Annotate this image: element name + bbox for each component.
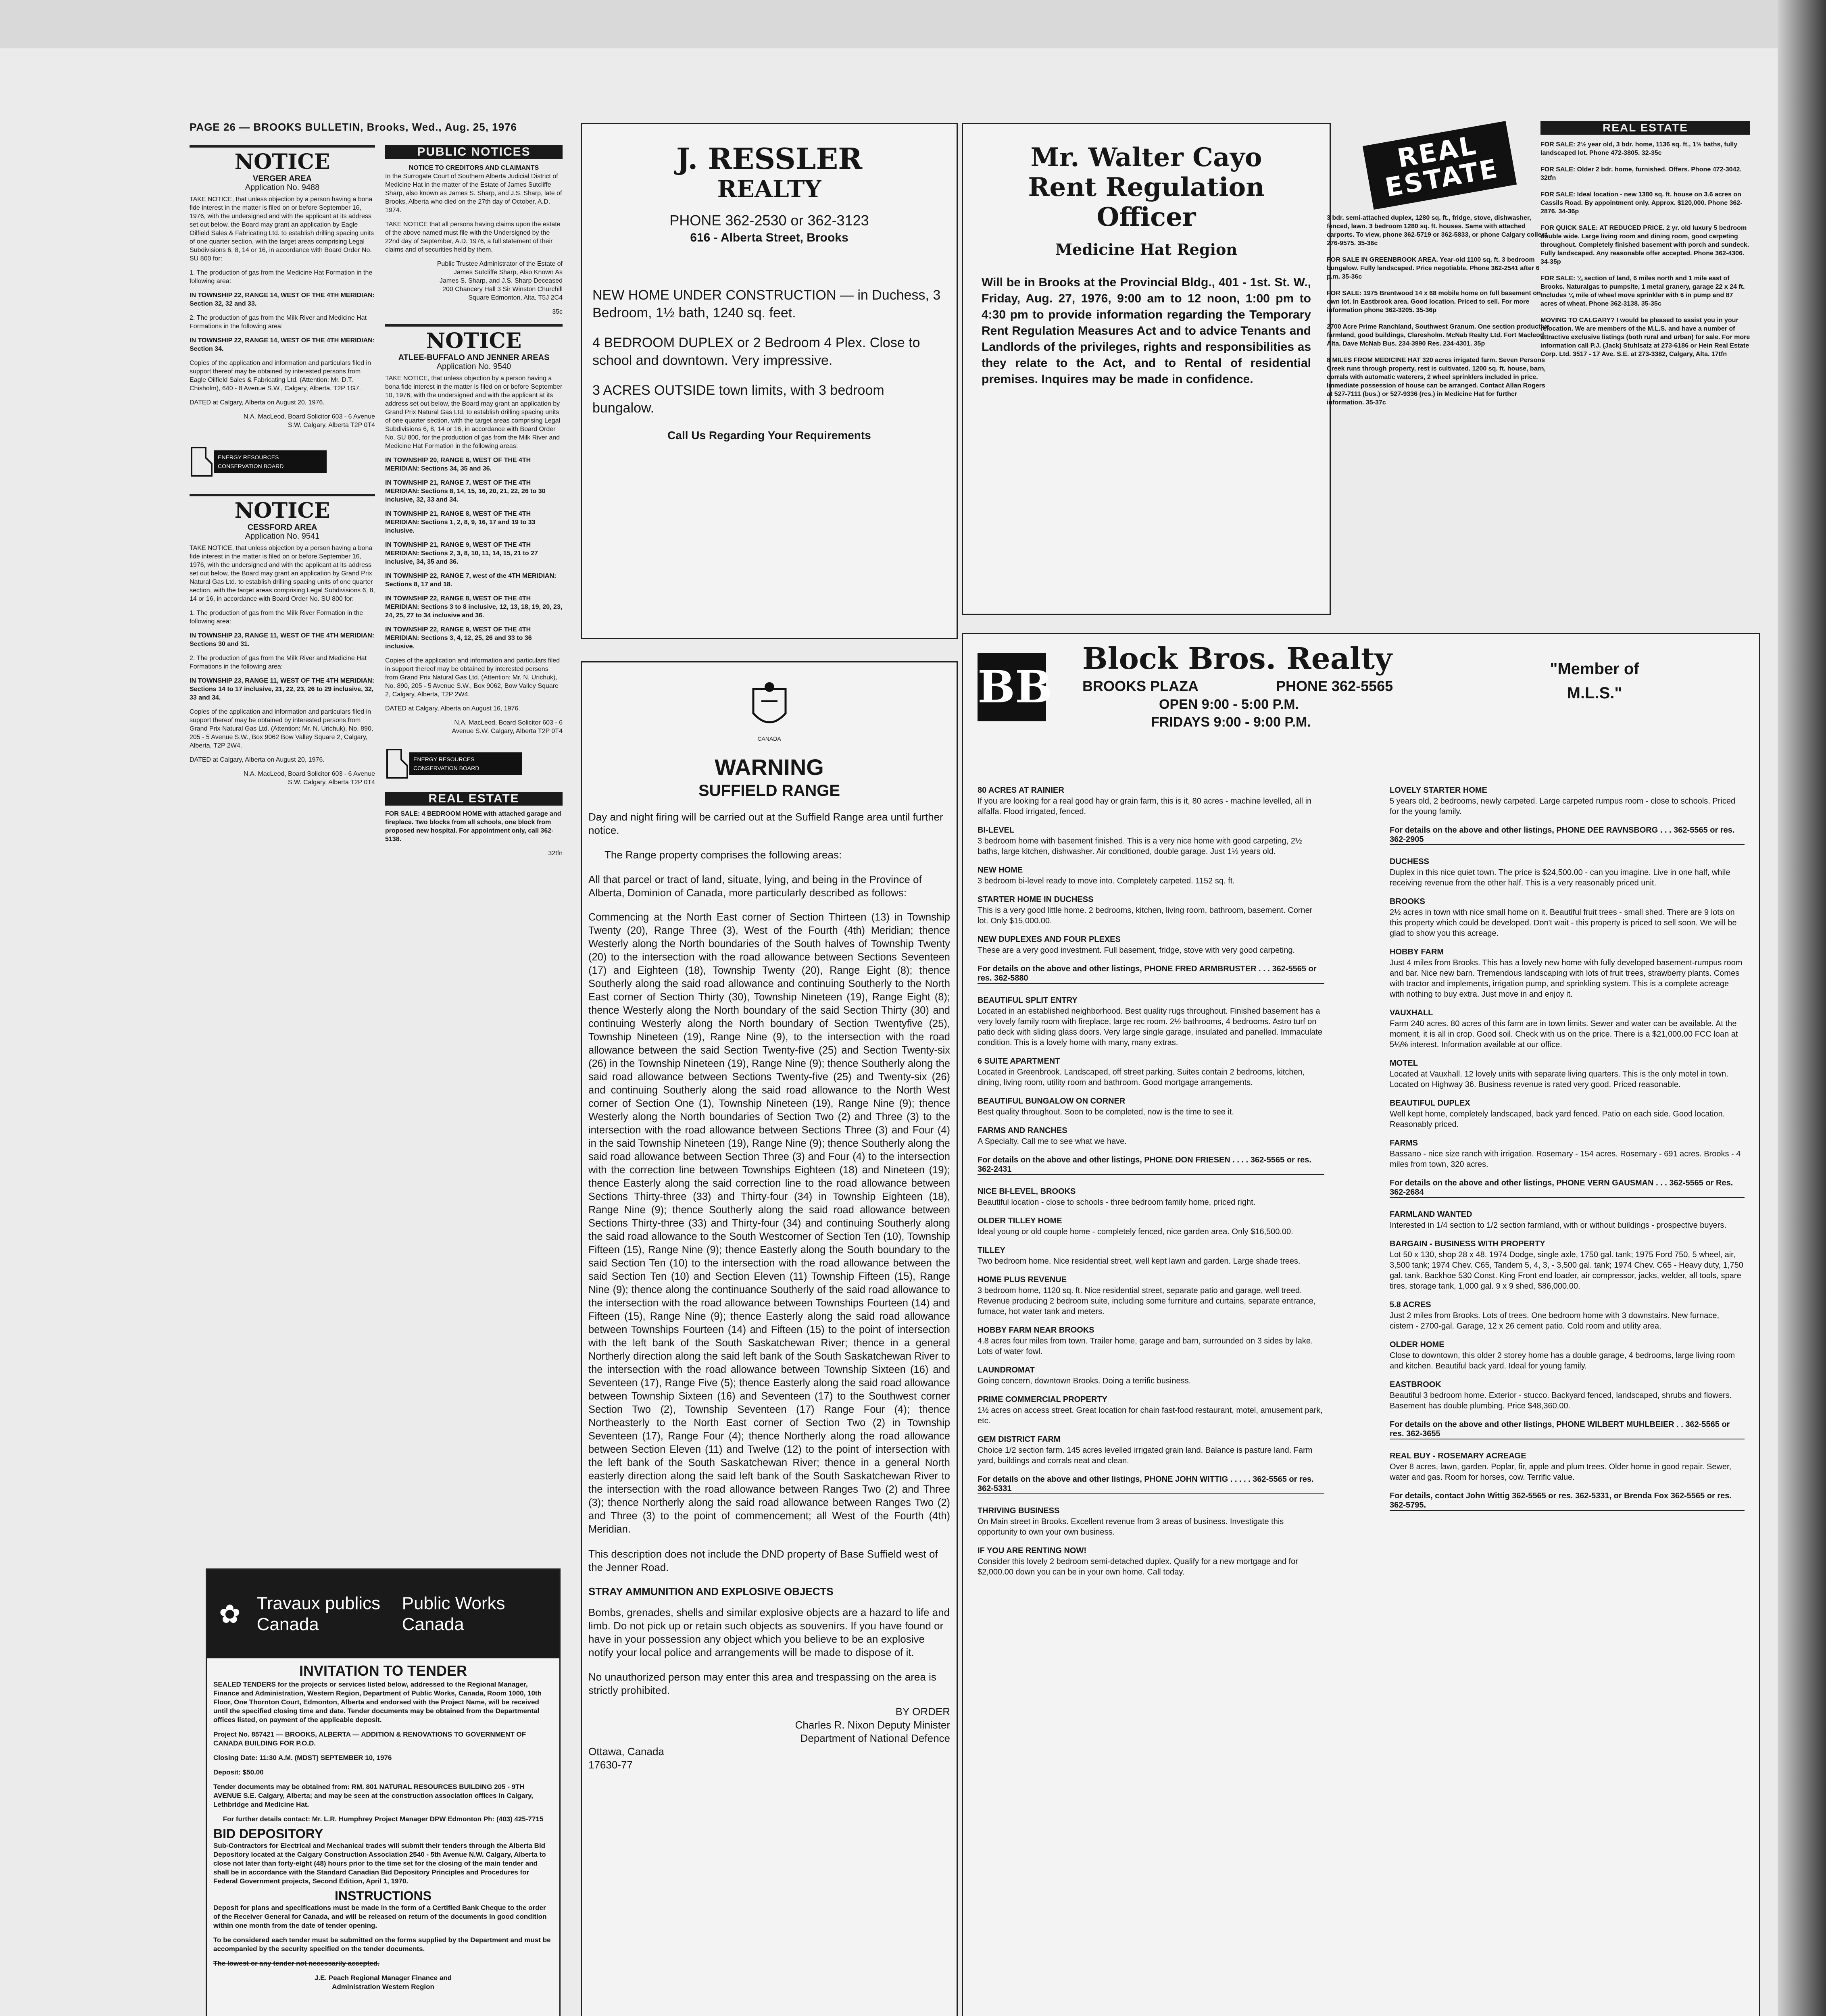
listing-text: Just 2 miles from Brooks. Lots of trees. One bedroom home with 3 downstairs. New furnace, cistern - 2700-gal. Garage, 12 x 26 cement patio. Cold room and utility area. xyxy=(1390,1311,1720,1331)
listing-contact: For details on the above and other listings, PHONE FRED ARMBRUSTER . . . 362-5565 or res. 362-5880 xyxy=(978,964,1324,984)
real-estate-ads xyxy=(1327,214,1553,407)
bb-logo: BB xyxy=(978,653,1046,721)
listing-text: Well kept home, completely landscaped, back yard fenced. Patio on each side. Good location. Reasonably priced. xyxy=(1390,1110,1725,1129)
block-listings-left xyxy=(978,786,1324,1586)
warning-title: WARNING xyxy=(715,754,824,780)
ressler-listing: 3 ACRES OUTSIDE town limits, with 3 bedroom bungalow. xyxy=(592,383,884,416)
listing-heading: HOME PLUS REVENUE xyxy=(978,1275,1067,1284)
notice-signature: N.A. MacLeod, Board Solicitor 603 - 6 Avenue S.W. Calgary, Alberta T2P 0T4 xyxy=(452,719,563,735)
listing-heading: STARTER HOME IN DUCHESS xyxy=(978,895,1094,904)
real-estate-ads xyxy=(1540,140,1750,358)
tender-signature: J.E. Peach Regional Manager Finance and Administration Western Region xyxy=(314,1974,452,1991)
notice-township: IN TOWNSHIP 23, RANGE 11, WEST OF THE 4TH MERIDIAN: Sections 30 and 31. xyxy=(190,632,375,648)
listing-text: Beautiful location - close to schools - three bedroom family home, priced right. xyxy=(978,1198,1256,1207)
listing-text: 3 bedroom home with basement finished. This is a very nice home with good carpeting, 2½ baths, large kitchen, dishwasher. Air conditioned, double garage. Just 1½ years old. xyxy=(978,837,1302,856)
listing-contact: For details on the above and other listings, PHONE DEE RAVNSBORG . . . 362-5565 or res. 362-2905 xyxy=(1390,826,1745,845)
warning-code: 17630-77 xyxy=(588,1759,633,1771)
notice-area: CESSFORD AREA xyxy=(247,523,317,532)
notice-township: IN TOWNSHIP 22, RANGE 9, WEST OF THE 4TH MERIDIAN: Sections 3, 4, 12, 25, 26 and 33 to 36 inclusive. xyxy=(385,626,532,650)
block-bros-name: Block Bros. Realty xyxy=(1082,641,1392,676)
block-phone: PHONE 362-5565 xyxy=(1276,678,1393,694)
notice-township: IN TOWNSHIP 22, RANGE 7, west of the 4TH MERIDIAN: Sections 8, 17 and 18. xyxy=(385,573,557,588)
listing-text: Duplex in this nice quiet town. The price is $24,500.00 - can you imagine. Live in one half, while receiving revenue from the other half. This is a very reasonably priced unit. xyxy=(1390,868,1730,887)
notice-signature: N.A. MacLeod, Board Solicitor 603 - 6 Avenue S.W. Calgary, Alberta T2P 0T4 xyxy=(243,413,375,429)
notice-township: IN TOWNSHIP 21, RANGE 9, WEST OF THE 4TH MERIDIAN: Sections 2, 3, 8, 10, 11, 14, 15, 21 to 27 inclusive, 34, 35 and 36. xyxy=(385,541,538,565)
listing-text: Two bedroom home. Nice residential street, well kept lawn and garden. Large shade trees. xyxy=(978,1257,1301,1266)
notice-dated: DATED at Calgary, Alberta on August 20, 1976. xyxy=(190,756,325,763)
real-estate-banner: REAL ESTATE xyxy=(385,792,563,806)
listing-text: If you are looking for a real good hay or grain farm, this is it, 80 acres - machine levelled, all in alfalfa. Flood irrigated, fenced. xyxy=(978,797,1312,816)
notice-township: IN TOWNSHIP 22, RANGE 14, WEST OF THE 4TH MERIDIAN: Section 32, 32 and 33. xyxy=(190,292,375,307)
column-public-notices xyxy=(385,145,563,858)
cayo-region: Medicine Hat Region xyxy=(1055,240,1237,258)
cayo-line1: Mr. Walter Cayo xyxy=(1030,142,1262,173)
listing-heading: NEW DUPLEXES AND FOUR PLEXES xyxy=(978,935,1121,944)
cayo-line3: Officer xyxy=(1096,202,1196,232)
listing-text: Consider this lovely 2 bedroom semi-detached duplex. Qualify for a new mortgage and for $2,000.00 down you can be in your own home. Call today. xyxy=(978,1557,1298,1577)
listing-heading: BROOKS xyxy=(1390,897,1425,906)
classified-ad: 8 MILES FROM MEDICINE HAT 320 acres irrigated farm. Seven Persons Creek runs through property, rest is cultivated. 1200 sq. ft. house, barn, corrals with automatic waterers, 2 wheel sprinklers included in price. Immediate possession of house can be arranged. Contact Allan Rogers at 527-7111 (bus.) or 527-9336 (res.) in Medicine Hat for further information. 35-37c xyxy=(1327,357,1546,406)
notice-item: 1. The production of gas from the Medicine Hat Formation in the following area: xyxy=(190,269,373,285)
notice-application: Application No. 9541 xyxy=(245,532,320,541)
block-listings-right xyxy=(1390,786,1745,1586)
listing-heading: IF YOU ARE RENTING NOW! xyxy=(978,1546,1086,1555)
public-works-header xyxy=(207,1570,559,1658)
listing-heading: EASTBROOK xyxy=(1390,1380,1441,1389)
listing-heading: NEW HOME xyxy=(978,866,1023,875)
block-bros-header xyxy=(969,641,1753,786)
notice-body: TAKE NOTICE, that unless objection by a person having a bona fide interest in the matter is filed on or before September 10, 1976, with the undersigned and with the applicant at its address set out below, the Board may grant an application by Grand Prix Natural Gas Ltd. to establish drilling spacing units of one quarter section, with the target areas comprising Legal Subdivisions 6, 8, 14 or 16, in accordance with Board Order No. SU 800, for the production of gas from the Milk River and Medicine Hat Formation in the following areas: xyxy=(385,375,563,450)
listing-heading: BEAUTIFUL SPLIT ENTRY xyxy=(978,996,1078,1005)
scan-right-edge xyxy=(1778,0,1826,2016)
block-listings xyxy=(969,786,1753,1586)
listing-heading: OLDER TILLEY HOME xyxy=(978,1216,1062,1225)
listing-heading: GEM DISTRICT FARM xyxy=(978,1435,1061,1444)
alberta-map-icon xyxy=(190,446,214,478)
listing-text: Close to downtown, this older 2 storey home has a double garage, 4 bedrooms, large living room and kitchen. Beautiful back yard. Ideal for young family. xyxy=(1390,1351,1735,1370)
listing-text: 3 bedroom home, 1120 sq. ft. Nice residential street, separate patio and garage, well treed. Revenue producing 2 bedroom suite, including some furniture and curtains, separate entrance, furnace, hot water tank and meters. xyxy=(978,1286,1316,1316)
listing-text: Located in an established neighborhood. Best quality rugs throughout. Finished basement has a very lovely family room with fireplace, large rec room. 2½ bathrooms, 4 bedrooms. Astro turf on patio deck with sliding glass doors. Very large single garage, insulated and panelled. Immaculate condition. This is a lovely home with many, many extras. xyxy=(978,1007,1322,1047)
listing-heading: LOVELY STARTER HOME xyxy=(1390,786,1487,795)
classified-ad: 3 bdr. semi-attached duplex, 1280 sq. ft., fridge, stove, dishwasher, fenced, lawn. 3 bedroom 1280 sq. ft. houses. Same with attached carports. To view, phone 362-5719 or 362-5833, or phone Calgary collect 276-9575. 35-36c xyxy=(1327,215,1547,247)
warning-signer: Charles R. Nixon Deputy Minister Department of National Defence xyxy=(795,1719,950,1744)
listing-contact: For details on the above and other listings, PHONE JOHN WITTIG . . . . . 362-5565 or res. 362-5331 xyxy=(978,1475,1324,1494)
listing-heading: PRIME COMMERCIAL PROPERTY xyxy=(978,1395,1107,1404)
listing-text: Just 4 miles from Brooks. This has a lovely new home with fully developed basement-rumpus room and bar. Nice new barn. Tremendous landscaping with lots of fruit trees, strawberry plants. Comes with tractor and implements, irrigation pump, and sprinkling system. This is a complete acreage with nothing to buy extra. Just move in and enjoy it. xyxy=(1390,958,1743,999)
listing-heading: OLDER HOME xyxy=(1390,1340,1445,1349)
real-estate-banner: REAL ESTATE xyxy=(1540,121,1750,135)
listing-text: Bassano - nice size ranch with irrigation. Rosemary - 154 acres. Rosemary - 691 acres. Brooks - 4 miles from town, 320 acres. xyxy=(1390,1150,1741,1169)
listing-text: Beautiful 3 bedroom home. Exterior - stucco. Backyard fenced, landscaped, shrubs and flowers. Basement has double plumbing. Price $48,360.00. xyxy=(1390,1391,1732,1410)
listing-heading: LAUNDROMAT xyxy=(978,1366,1035,1375)
listing-text: Over 8 acres, lawn, garden. Poplar, fir, apple and plum trees. Older home in good repair. Sewer, water and gas. Room for horses, cow. Terrific value. xyxy=(1390,1462,1732,1482)
tender-project: Project No. 857421 — BROOKS, ALBERTA — ADDITION & RENOVATIONS TO GOVERNMENT OF CANADA BUILDING FOR P.O.D. xyxy=(213,1731,526,1747)
listing-heading: REAL BUY - ROSEMARY ACREAGE xyxy=(1390,1452,1526,1460)
notice-item: 2. The production of gas from the Milk River and Medicine Hat Formations in the following area: xyxy=(190,314,367,330)
listing-contact: For details, contact John Wittig 362-5565 or res. 362-5331, or Brenda Fox 362-5565 or res. 362-5795. xyxy=(1390,1491,1745,1511)
creditors-body: In the Surrogate Court of Southern Alberta Judicial District of Medicine Hat in the matter of the Estate of James Sutcliffe Sharp, also known as James S. Sharp, and J.S. Sharp, late of Brooks, Alberta who died on the 27th day of October, A.D. 1974. xyxy=(385,173,562,214)
classified-ad: FOR QUICK SALE: AT REDUCED PRICE. 2 yr. old luxury 5 bedroom double wide. Large living room and dining room, good carpeting throughout. Completely finished basement with porch and sundeck. Fully landscaped. Any reasonable offer accepted. Phone 362-4306. 34-35p xyxy=(1540,225,1749,265)
notice-township: IN TOWNSHIP 20, RANGE 8, WEST OF THE 4TH MERIDIAN: Sections 34, 35 and 36. xyxy=(385,457,531,472)
notice-signature: N.A. MacLeod, Board Solicitor 603 - 6 Avenue S.W. Calgary, Alberta T2P 0T4 xyxy=(243,771,375,786)
warning-para: Bombs, grenades, shells and similar explosive objects are a hazard to life and limb. Do not pick up or retain such objects as souvenirs. If you have found or have in your possession any object which you believe to be an explosive notify your local police and arrangements will be made to dispose of it. xyxy=(588,1606,950,1658)
column-real-estate-classifieds xyxy=(1327,121,1553,415)
stray-title: STRAY AMMUNITION AND EXPLOSIVE OBJECTS xyxy=(588,1585,834,1597)
notice-township: IN TOWNSHIP 23, RANGE 11, WEST OF THE 4TH MERIDIAN: Sections 14 to 17 inclusive, 21, 22, 23, 26 to 29 inclusive, 32, 33 and 34. xyxy=(190,677,375,701)
warning-signature xyxy=(588,1705,950,1745)
rent-regulation-ad xyxy=(962,123,1331,615)
notice-township: IN TOWNSHIP 22, RANGE 8, WEST OF THE 4TH MERIDIAN: Sections 3 to 8 inclusive, 12, 13, 18, 19, 20, 23, 24, 25, 27 to 34 inclusive and 36. xyxy=(385,595,563,619)
cayo-body: Will be in Brooks at the Provincial Bldg., 401 - 1st. St. W., Friday, Aug. 27, 1976, 9:00 am to 12 noon, 1:00 pm to 4:30 pm to provide information regarding the Temporary Rent Regulation Measures Act and to advice Tenants and Landlords of the privileges, rights and responsibilities as they relate to the Act, and to Rental of residential premises. Inquires may be made in confidence. xyxy=(982,276,1311,386)
listing-text: Best quality throughout. Soon to be completed, now is the time to see it. xyxy=(978,1108,1234,1116)
bid-depository-body: Sub-Contractors for Electrical and Mechanical trades will submit their tenders through the Alberta Bid Depository located at the Calgary Construction Association 2540 - 5th Avenue N.W. Calgary, Alberta to close not later than forty-eight (48) hours prior to the time set for the closing of the main tender and shall be in accordance with the Standard Canadian Bid Depository Principles and Procedures for Federal Government projects, Second Edition, April 1, 1970. xyxy=(213,1842,546,1885)
notice-township: IN TOWNSHIP 22, RANGE 14, WEST OF THE 4TH MERIDIAN: Section 34. xyxy=(190,337,375,352)
tender-intro: SEALED TENDERS for the projects or services listed below, addressed to the Regional Manager, Finance and Administration, Western Region, Department of Public Works, Canada, Room 1000, 10th Floor, One Thornton Court, Edmonton, Alberta and endorsed with the Project Name, will be received until the specified closing time and date. Tender documents may be obtained from the Departmental offices listed, on payment of the applicable deposit. xyxy=(213,1681,542,1724)
notice-application: Application No. 9488 xyxy=(245,183,320,192)
notice-copies: Copies of the application and information and particulars filed in support thereof may be obtained by interested persons from Eagle Oilfield Sales & Fabricating Ltd. (Attention: Mr. D.T. Chisholm), 640 - 8 Avenue S.W., Calgary, Alberta, T2P 1G7. xyxy=(190,360,371,392)
listing-text: Located in Greenbrook. Landscaped, off street parking. Suites contain 2 bedrooms, kitchen, dining, living room, utility room and bathroom. Good mortgage arrangements. xyxy=(978,1068,1305,1087)
block-bros-title xyxy=(1082,641,1526,731)
listing-text: Ideal young or old couple home - completely fenced, nice garden area. Only $16,500.00. xyxy=(978,1227,1293,1236)
listing-text: 3 bedroom bi-level ready to move into. Completely carpeted. 1152 sq. ft. xyxy=(978,877,1235,885)
block-fridays: FRIDAYS 9:00 - 9:00 P.M. xyxy=(1151,714,1311,730)
listing-text: 4.8 acres four miles from town. Trailer home, garage and barn, surrounded on 3 sides by lake. Lots of water fowl. xyxy=(978,1337,1313,1356)
notice-area: ATLEE-BUFFALO AND JENNER AREAS xyxy=(398,353,550,362)
classified-ad: FOR SALE: ¼ section of land, 6 miles north and 1 mile east of Brooks. Naturalgas to pumpsite, 1 metal granery, garage 22 x 24 ft. Includes ¼ mile of wheel move sprinkler with 6 in pump and 87 acres of wheat. Phone 362-3138. 35-35c xyxy=(1540,275,1745,307)
warning-para: This description does not include the DND property of Base Suffield west of the Jenner Road. xyxy=(588,1548,938,1573)
notice-area: VERGER AREA xyxy=(253,174,312,183)
ressler-listing: 4 BEDROOM DUPLEX or 2 Bedroom 4 Plex. Close to school and downtown. Very impressive. xyxy=(592,335,920,368)
warning-para: Day and night firing will be carried out at the Suffield Range area until further notice. xyxy=(588,811,943,836)
listing-heading: DUCHESS xyxy=(1390,857,1429,866)
classified-ad: 2700 Acre Prime Ranchland, Southwest Granum. One section productive farmland, good buildings, Claresholm. McNab Realty Ltd. Fort Macleod, Alta. Dave McNab Bus. 234-3990 Res. 234-4301. 35p xyxy=(1327,323,1550,347)
classified-ad: MOVING TO CALGARY? I would be pleased to assist you in your relocation. We are members of the M.L.S. and have a number of attractive exclusive listings (both rural and urban) for sale. For more information call P.J. (Jack) Stuhlsatz at 273-6186 or Hein Real Estate Corp. Ltd. 3517 - 17 Ave. S.E. at 273-3382, Calgary, Alta. 17tfn xyxy=(1540,317,1750,358)
classified-ad: FOR SALE: 1975 Brentwood 14 x 68 mobile home on full basement on own lot. In Eastbrook area. Good location. Priced to sell. For more information phone 362-3205. 35-36p xyxy=(1327,290,1541,314)
real-estate-ad: FOR SALE: 4 BEDROOM HOME with attached garage and fireplace. Two blocks from all schools, one block from proposed new hospital. For appointment only, call 362-5138. xyxy=(385,810,561,843)
notice-application: Application No. 9540 xyxy=(436,362,511,371)
listing-heading: 6 SUITE APARTMENT xyxy=(978,1057,1060,1066)
ressler-call: Call Us Regarding Your Requirements xyxy=(667,429,871,442)
classified-ad: FOR SALE IN GREENBROOK AREA. Year-old 1100 sq. ft. 3 bedroom bungalow. Fully landscaped. Price negotiable. Phone 362-2541 after 6 p.m. 35-36c xyxy=(1327,256,1540,280)
block-bros-ad xyxy=(962,633,1760,2016)
listing-heading: MOTEL xyxy=(1390,1059,1418,1068)
listing-text: 1½ acres on access street. Great location for chain fast-food restaurant, motel, amusement park, etc. xyxy=(978,1406,1323,1425)
ercb-logo: ENERGY RESOURCES CONSERVATION BOARD xyxy=(385,748,563,780)
listing-contact: For details on the above and other listings, PHONE WILBERT MUHLBEIER . . 362-5565 or res. 362-3655 xyxy=(1390,1420,1745,1439)
listing-heading: 5.8 ACRES xyxy=(1390,1300,1431,1309)
listing-text: 5 years old, 2 bedrooms, newly carpeted. Large carpeted rumpus room - close to schools. Priced for the young family. xyxy=(1390,797,1736,816)
tender-closing: Closing Date: 11:30 A.M. (MDST) SEPTEMBER 10, 1976 xyxy=(213,1754,392,1762)
notice-copies: Copies of the application and information and particulars filed in support thereof may be obtained by interested persons from Grand Prix Natural Gas Ltd. (Attention: Mr. N. Urichuk), No. 890, 205 - 5 Avenue S.W., Box 9062 Bow Valley Square 2, Calgary, Alberta, T2P 2W4. xyxy=(190,708,373,749)
listing-text: Going concern, downtown Brooks. Doing a terrific business. xyxy=(978,1377,1191,1385)
warning-suffield-ad xyxy=(581,661,958,2016)
listing-heading: BEAUTIFUL BUNGALOW ON CORNER xyxy=(978,1097,1126,1106)
listing-text: On Main street in Brooks. Excellent revenue from 3 areas of business. Investigate this opportunity to own your own business. xyxy=(978,1517,1284,1537)
notice-item: 1. The production of gas from the Milk River Formation in the following area: xyxy=(190,610,363,625)
ressler-realty-ad xyxy=(581,123,958,639)
column-legal-notices xyxy=(190,145,375,792)
listing-text: These are a very good investment. Full basement, fridge, stove with very good carpeting. xyxy=(978,946,1295,955)
listing-heading: FARMLAND WANTED xyxy=(1390,1210,1472,1219)
tender-obtain: Tender documents may be obtained from: RM. 801 NATURAL RESOURCES BUILDING 205 - 9TH AVENUE S.E. Calgary, Alberta; and may be seen at the construction association offices in Calgary, Lethbridge and Medicine Hat. xyxy=(213,1783,533,1808)
block-member: "Member of M.L.S." xyxy=(1550,660,1639,702)
listing-text: Farm 240 acres. 80 acres of this farm are in town limits. Sewer and water can be available. At the moment, it is all in crop. Good soil. Check with us on the price. There is a $21,000.00 FCC loan at 5¼% interest. Information available at our office. xyxy=(1390,1019,1738,1049)
notice-copies: Copies of the application and information and particulars filed in support thereof may be obtained by interested persons from Grand Prix Natural Gas Ltd. (Attention: Mr. N. Urichuk), No. 890, 205 - 5 Avenue S.W., Box 9062, Bow Valley Square 2, Calgary, Alberta, T2P 2W4. xyxy=(385,657,560,698)
tender-ad xyxy=(206,1568,561,2016)
creditors-title: NOTICE TO CREDITORS AND CLAIMANTS xyxy=(409,165,539,171)
warning-para: The Range property comprises the following areas: xyxy=(604,849,842,861)
listing-heading: NICE BI-LEVEL, BROOKS xyxy=(978,1187,1076,1196)
tender-contact: For further details contact: Mr. L.R. Humphrey Project Manager DPW Edmonton Ph: (403) 425-7715 xyxy=(223,1815,544,1823)
dept-fr: Travaux publics Canada xyxy=(256,1593,381,1634)
classified-ad: FOR SALE: 2½ year old, 3 bdr. home, 1136 sq. ft., 1½ baths, fully landscaped lot. Phone 472-3805. 32-35c xyxy=(1540,141,1738,156)
creditors-take-notice: TAKE NOTICE that all persons having claims upon the estate of the above named must file with the Undersigned by the 22nd day of September, A.D. 1976, a full statement of their claims and of securities held by them. xyxy=(385,221,561,253)
warning-subtitle: SUFFIELD RANGE xyxy=(698,782,840,800)
alberta-map-icon xyxy=(385,748,409,780)
listing-heading: TILLEY xyxy=(978,1246,1005,1255)
warning-para: No unauthorized person may enter this area and trespassing on the area is strictly prohibited. xyxy=(588,1671,936,1696)
notice-body: TAKE NOTICE, that unless objection by a person having a bona fide interest in the matter is filed on or before September 16, 1976, with the undersigned and with the applicant at its address set out below, the Board may grant an application by Grand Prix Natural Gas Ltd. to establish drilling spacing units of one quarter section, with the target areas comprising Legal Subdivisions 6, 8, 14 or 16, in accordance with Board Order No. SU 800 for: xyxy=(190,545,375,602)
listing-text: Interested in 1/4 section to 1/2 section farmland, with or without buildings - prospective buyers. xyxy=(1390,1221,1726,1230)
public-notices-banner: PUBLIC NOTICES xyxy=(385,145,563,159)
listing-heading: HOBBY FARM xyxy=(1390,948,1444,956)
column-real-estate-classifieds-2 xyxy=(1540,121,1750,367)
listing-contact: For details on the above and other listings, PHONE DON FRIESEN . . . . 362-5565 or res. 362-2431 xyxy=(978,1156,1324,1175)
ressler-name: J. RESSLER xyxy=(676,142,863,176)
listing-heading: FARMS AND RANCHES xyxy=(978,1126,1067,1135)
warning-order: BY ORDER xyxy=(895,1706,950,1718)
listing-text: This is a very good little home. 2 bedrooms, kitchen, living room, bathroom, basement. Corner lot. Only $15,000.00. xyxy=(978,906,1313,925)
listing-heading: BARGAIN - BUSINESS WITH PROPERTY xyxy=(1390,1239,1545,1248)
listing-heading: HOBBY FARM NEAR BROOKS xyxy=(978,1326,1094,1335)
ad-code: 32tfn xyxy=(548,850,563,857)
notice-title: NOTICE xyxy=(190,494,375,523)
notice-body: TAKE NOTICE, that unless objection by a person having a bona fide interest in the matter is filed on or before September 16, 1976, with the undersigned and with the applicant at its address set out below, the Board may grant an application by Eagle Oilfield Sales & Fabricating Ltd. to establish drilling spacing units of one quarter section, with the target areas comprising Legal Subdivisions 6, 8, 14 or 16, in accordance with Board Order No. SU 800 for: xyxy=(190,196,374,262)
listing-heading: 80 ACRES AT RAINIER xyxy=(978,786,1064,795)
tender-lowest: The lowest or any tender not necessarily accepted. xyxy=(213,1960,379,1967)
ressler-phone: PHONE 362-2530 or 362-3123 xyxy=(669,212,869,229)
notice-item: 2. The production of gas from the Milk River and Medicine Hat Formations in the following area: xyxy=(190,655,367,670)
notice-title: NOTICE xyxy=(190,145,375,174)
ressler-realty: REALTY xyxy=(717,175,821,203)
ressler-listing: NEW HOME UNDER CONSTRUCTION — in Duchess, 3 Bedroom, 1½ bath, 1240 sq. feet. xyxy=(592,287,941,321)
page-header: PAGE 26 — BROOKS BULLETIN, Brooks, Wed., Aug. 25, 1976 xyxy=(190,121,517,133)
listing-contact: For details on the above and other listings, PHONE VERN GAUSMAN . . . 362-5565 or Res. 362-2684 xyxy=(1390,1179,1745,1198)
listing-heading: VAUXHALL xyxy=(1390,1008,1433,1017)
tender-deposit: Deposit: $50.00 xyxy=(213,1768,264,1776)
listing-text: Located at Vauxhall. 12 lovely units with separate living quarters. This is the only motel in town. Located on Highway 36. Business revenue is rated very good. Priced reasonable. xyxy=(1390,1070,1728,1089)
cayo-line2: Rent Regulation xyxy=(1028,172,1265,202)
notice-township: IN TOWNSHIP 21, RANGE 7, WEST OF THE 4TH MERIDIAN: Sections 8, 14, 15, 16, 20, 21, 22, 26 to 30 inclusive, 32, 33 and 34. xyxy=(385,479,546,503)
block-plaza: BROOKS PLAZA xyxy=(1082,678,1199,694)
notice-dated: DATED at Calgary, Alberta on August 20, 1976. xyxy=(190,399,325,406)
ercb-logo: ENERGY RESOURCES CONSERVATION BOARD xyxy=(190,446,375,478)
listing-heading: BI-LEVEL xyxy=(978,826,1015,835)
instructions-title: INSTRUCTIONS xyxy=(335,1889,431,1903)
warning-description: Commencing at the North East corner of Section Thirteen (13) in Township Twenty (20), Range Three (3), West of the Fourth (4th) Meridian; thence Westerly along the North boundaries of the South halves of Township Twenty (20) to the intersection with the road allowance between Sections Seventeen (17) and Eighteen (18), Township Twenty (20), Range Eight (8); thence Southerly along the said road allowance and continuing Southerly to the North East corner of Section Thirty (30), Township Nineteen (19), Range Eight (8); thence Westerly along the North boundary of the said Section Thirty (30) and continuing Westerly along the North boundary of Section Twentyfive (25), Township Nineteen (19), Range Nine (9), to the intersection with the road allowance between the said Section Twenty-five (25) and Section Twenty-six (26) in the Township Nineteen (19), Range Nine (9); thence Southerly along the said road allowance between Sections Twenty-five (25) and Twenty-six (26) and continuing Southerly along the said road allowance to the North West corner of Section One (1), Township Nineteen (19), Range Nine (9); thence Westerly along the North boundaries of Section Two (2) and Three (3) to the intersection with the road allowance between Sections Three (3) and Four (4) in the said Township Nineteen (19), Range Nine (9); thence Southerly along the said road allowance between Section Three (3) and Four (4) to the intersection with the correction line between Townships Eighteen (18) and Nineteen (19); thence Easterly along the said correction line to the road allowance between Sections Thirty-three (33) and Thirty-four (34) in Township Eighteen (18), Range Nine (9); thence Southerly along the said road allowance between Sections Thirty-three (33) and Thirty-four (34) and continuing Southerly along the said road allowance to the South Westcorner of Section Ten (10), Township Fifteen (15), Range Nine (9); thence Easterly along the South boundary to the said Section Ten (10) to the intersection with the road allowance between the said Section Ten (10) and Section Eleven (11) Township Fifteen (15), Range Nine (9); thence along the continuance Southerly of the said road allowance to the intersection with the road allowance between Townships Fourteen (14) and Fifteen (15), Range Nine (9); thence Easterly along the said road allowance between Townships Fourteen (14) and Fifteen (15) to the point of intersection with the left bank of the South Saskatchewan River; thence in a general Northerly direction along the said left bank of the South Saskatchewan River to the intersection with the road allowance between Township Sixteen (16) and Seventeen (17), Range Five (5); thence Easterly along the said road allowance between Township Sixteen (16) and Seventeen (17) to the Southwest corner Section Two (2), Township Seventeen (17) Range Four (4); thence Northeasterly to the North East corner of Section Two (2) in Township Seventeen (17), Range Four (4); thence Northerly along the road allowance between Section Eleven (11) and Twelve (12) to the point of intersection with the left bank of the South Saskatchewan River; thence in a general North easterly direction along the said left bank of the South Saskatchewan River to the intersection with the road allowance between Ranges Two (2) and Three (3); thence Northerly along the said road allowance between Ranges Two (2) and Three (3) to the point of commencement; all West of the Fourth (4th) Meridian. xyxy=(588,912,950,1535)
maple-leaf-icon: ✿ xyxy=(219,1599,241,1629)
notice-dated: DATED at Calgary, Alberta on August 16, 1976. xyxy=(385,705,520,712)
ressler-address: 616 - Alberta Street, Brooks xyxy=(690,231,848,244)
real-estate-sign: REAL ESTATE xyxy=(1363,121,1517,210)
listing-text: 2½ acres in town with nice small home on it. Beautiful fruit trees - small shed. There are 9 lots on this property which could be developed. Don't wait - this property is priced to sell soon. We will be glad to show you this acreage. xyxy=(1390,908,1737,938)
listing-text: Choice 1/2 section farm. 145 acres levelled irrigated grain land. Balance is pasture land. Farm yard, buildings and corrals neat and clean. xyxy=(978,1446,1313,1465)
scan-top-edge xyxy=(0,0,1826,48)
block-open: OPEN 9:00 - 5:00 P.M. xyxy=(1159,697,1299,712)
warning-place: Ottawa, Canada xyxy=(588,1745,664,1758)
canada-label: CANADA xyxy=(757,735,781,742)
creditors-signature: Public Trustee Administrator of the Estate of James Sutcliffe Sharp, Also Known As James S. Sharp, and J.S. Sharp Deceased 200 Chancery Hall 3 Sir Winston Churchill Square Edmonton, Alta. T5J 2C4 xyxy=(437,260,563,301)
notice-title: NOTICE xyxy=(385,324,563,353)
listing-text: Lot 50 x 130, shop 28 x 48. 1974 Dodge, single axle, 1750 gal. tank; 1975 Ford 750, 5 wheel, air, 3,500 tank; 1974 Chev. C65, Tandem 5, 4, 3, - 3,500 gal. tank; 1974 Chev. C65 - Heavy duty, 1,750 gal. tank. Backhoe 530 Const. King Front end loader, air compressor, jacks, welder, all tools, spare tires, storage tank, 1,000 gal. 9 x 9 shed, $86,000.00. xyxy=(1390,1250,1743,1291)
instructions-body: Deposit for plans and specifications must be made in the form of a Certified Bank Cheque to the order of the Receiver General for Canada, and will be released on return of the documents in good condition within one month from the date of tender opening. xyxy=(213,1904,547,1929)
tender-title: INVITATION TO TENDER xyxy=(299,1662,467,1679)
listing-heading: BEAUTIFUL DUPLEX xyxy=(1390,1099,1470,1108)
classified-ad: FOR SALE: Older 2 bdr. home, furnished. Offers. Phone 472-3042. 32tfn xyxy=(1540,166,1742,181)
listing-text: A Specialty. Call me to see what we have. xyxy=(978,1137,1127,1146)
notice-township: IN TOWNSHIP 21, RANGE 8, WEST OF THE 4TH MERIDIAN: Sections 1, 2, 8, 9, 16, 17 and 19 to 33 inclusive. xyxy=(385,510,536,534)
listing-heading: FARMS xyxy=(1390,1139,1418,1148)
warning-para: All that parcel or tract of land, situate, lying, and being in the Province of Alberta, Dominion of Canada, more particularly described as follows: xyxy=(588,873,922,899)
bid-depository-title: BID DEPOSITORY xyxy=(213,1826,323,1841)
classified-ad: FOR SALE: Ideal location - new 1380 sq. ft. house on 3.6 acres on Cassils Road. By appointment only. Approx. $120,000. Phone 362-2876. 34-36p xyxy=(1540,191,1743,215)
dept-en: Public Works Canada xyxy=(402,1593,505,1634)
ad-code: 35c xyxy=(552,308,563,315)
coat-of-arms-icon xyxy=(588,681,950,735)
instructions-body-2: To be considered each tender must be submitted on the forms supplied by the Department and must be accompanied by the security specified on the tender documents. xyxy=(213,1936,551,1953)
listing-heading: THRIVING BUSINESS xyxy=(978,1506,1060,1515)
